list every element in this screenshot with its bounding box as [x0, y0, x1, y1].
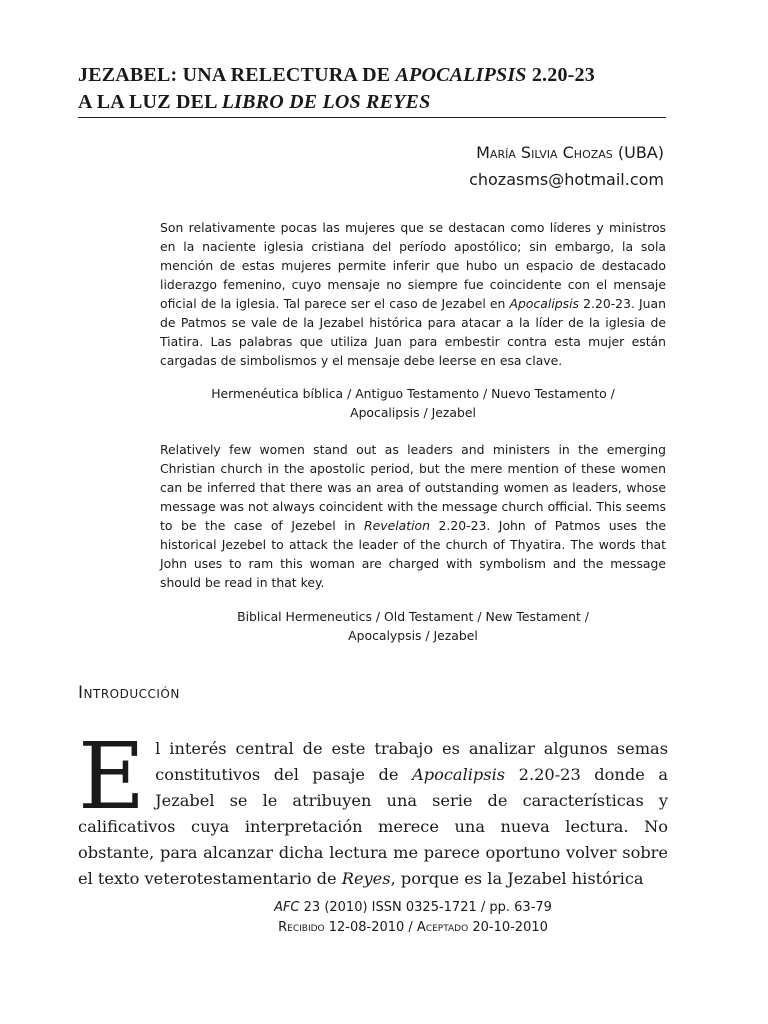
title-line1-italic: APOCALIPSIS	[395, 64, 527, 86]
keywords-en-line1: Biblical Hermeneutics / Old Testament / New Testament /	[237, 609, 589, 624]
title-line2-prefix: A LA LUZ DEL	[78, 91, 222, 113]
title-line1-suffix: 2.20-23	[526, 64, 595, 86]
abstract-es-italic: Apocalipsis	[509, 296, 579, 311]
abstract-en-text-1: Relatively few women stand out as leaders and ministers in the emerging Christian church in the apostolic period, but the mere mention of these women can be inferred that there was an area of outstanding women as leaders, whose message was not always coincident with the message church official. This seems to be the case of Jezebel in	[160, 442, 666, 533]
author-email: chozasms@hotmail.com	[469, 170, 664, 189]
section-heading-introduccion: Introducción	[78, 683, 180, 703]
abstract-en-italic: Revelation	[364, 518, 430, 533]
title-line1-prefix: JEZABEL: UNA RELECTURA DE	[78, 64, 396, 86]
abstract-spanish	[160, 218, 666, 370]
keywords-es-line1: Hermenéutica bíblica / Antiguo Testamento / Nuevo Testamento /	[211, 386, 615, 401]
body-text-1: l interés central de este trabajo es analizar algunos semas constitutivos del pasaje de	[155, 739, 668, 784]
footer-citation-text: 23 (2010) ISSN 0325-1721 / pp. 63-79	[299, 900, 552, 915]
body-paragraph	[78, 723, 668, 892]
footer-dates: Recibido 12-08-2010 / Aceptado 20-10-2010	[278, 920, 548, 935]
body-italic-1: Apocalipsis	[412, 765, 506, 784]
article-title	[78, 62, 668, 116]
body-text-2: 2.20-23 donde a Jezabel se le atribuyen una serie de características y calificativos cuya interpretación merece una nueva lectura. No obstante, para alcanzar dicha lectura me parece oportuno volver sobre el texto veterotestamentario de	[78, 765, 668, 888]
title-divider	[78, 117, 666, 118]
keywords-es-line2: Apocalipsis / Jezabel	[350, 405, 476, 420]
body-text-3: , porque es la Jezabel histórica	[390, 869, 644, 888]
keywords-en-line2: Apocalypsis / Jezabel	[348, 628, 478, 643]
title-line2-italic: LIBRO DE LOS REYES	[221, 91, 431, 113]
abstract-english	[160, 440, 666, 592]
drop-cap: E	[78, 723, 146, 830]
keywords-english	[160, 607, 666, 645]
keywords-spanish	[160, 384, 666, 422]
abstract-en-text-2: 2.20-23. John of Patmos uses the historical Jezebel to attack the leader of the church of Thyatira. The words that John uses to ram this woman are charged with symbolism and the message should be read in that key.	[160, 518, 666, 590]
abstract-es-text-1: Son relativamente pocas las mujeres que se destacan como líderes y ministros en la naciente iglesia cristiana del período apostólico; sin embargo, la sola mención de estas mujeres permite inferir que hubo un espacio de destacado liderazgo femenino, cuyo mensaje no siempre fue coincidente con el mensaje oficial de la iglesia. Tal parece ser el caso de Jezabel en	[160, 220, 666, 311]
footer-citation	[160, 900, 666, 915]
abstract-es-text-2: 2.20-23. Juan de Patmos se vale de la Jezabel histórica para atacar a la líder de la iglesia de Tiatira. Las palabras que utiliza Juan para embestir contra esta mujer están cargadas de simbolismos y el mensaje debe leerse en esa clave.	[160, 296, 666, 368]
body-italic-2: Reyes	[341, 869, 391, 888]
footer-journal: AFC	[274, 900, 300, 915]
author-name: María Silvia Chozas (UBA)	[476, 143, 664, 162]
